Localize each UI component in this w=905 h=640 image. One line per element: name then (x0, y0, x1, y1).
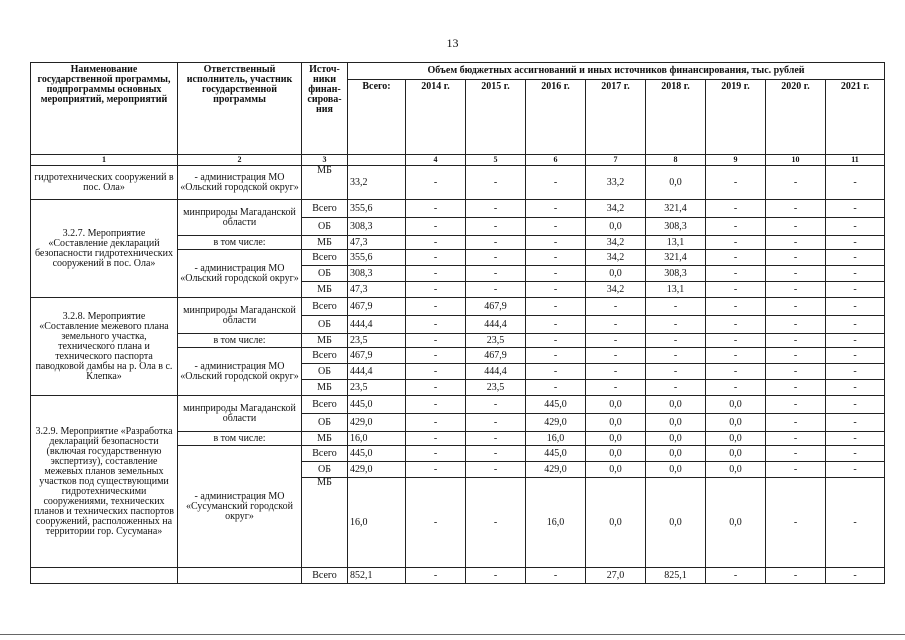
header-year-2021: 2021 г. (826, 80, 885, 155)
value-2017: 27,0 (586, 568, 646, 584)
funding-source: Всего (302, 568, 348, 584)
value-2016: - (526, 166, 586, 200)
value-total: 467,9 (348, 298, 406, 316)
column-number: 10 (766, 155, 826, 166)
value-2016: 429,0 (526, 462, 586, 478)
value-2014: - (406, 316, 466, 334)
value-2020: - (766, 200, 826, 218)
value-2021: - (826, 236, 885, 250)
value-2015: - (466, 200, 526, 218)
value-2020: - (766, 166, 826, 200)
value-total: 47,3 (348, 236, 406, 250)
funding-source: МБ (302, 166, 348, 200)
column-number: 7 (586, 155, 646, 166)
column-number: 1 (31, 155, 178, 166)
value-2016: - (526, 348, 586, 364)
value-2021: - (826, 298, 885, 316)
value-2018: - (646, 298, 706, 316)
value-total: 429,0 (348, 462, 406, 478)
funding-source: Всего (302, 348, 348, 364)
funding-table (30, 62, 885, 584)
page-edge-rule (0, 634, 905, 635)
executor: минприроды Магаданской области (178, 396, 302, 432)
value-total: 16,0 (348, 432, 406, 446)
value-2020: - (766, 348, 826, 364)
value-2019: 0,0 (706, 414, 766, 432)
value-2016: - (526, 282, 586, 298)
value-2015: - (466, 236, 526, 250)
column-number: 9 (706, 155, 766, 166)
funding-source: МБ (302, 478, 348, 568)
value-2021: - (826, 380, 885, 396)
in-that-label: в том числе: (178, 334, 302, 348)
value-2019: - (706, 266, 766, 282)
value-total: 444,4 (348, 316, 406, 334)
header-year-2016: 2016 г. (526, 80, 586, 155)
value-2014: - (406, 298, 466, 316)
value-2016: - (526, 266, 586, 282)
value-2018: 308,3 (646, 266, 706, 282)
value-2019: 0,0 (706, 478, 766, 568)
value-2020: - (766, 218, 826, 236)
value-2018: 0,0 (646, 166, 706, 200)
value-2020: - (766, 298, 826, 316)
value-2017: 34,2 (586, 200, 646, 218)
value-total: 445,0 (348, 396, 406, 414)
value-2014: - (406, 200, 466, 218)
executor: - администрация МО «Ольский городской округ» (178, 250, 302, 298)
value-2021: - (826, 446, 885, 462)
value-2017: - (586, 334, 646, 348)
value-2021: - (826, 218, 885, 236)
header-source: Источ-ники финан-сирова-ния (302, 63, 348, 155)
value-2021: - (826, 166, 885, 200)
value-2015: - (466, 446, 526, 462)
value-2019: - (706, 364, 766, 380)
value-2016: - (526, 236, 586, 250)
funding-source: МБ (302, 380, 348, 396)
value-2017: 33,2 (586, 166, 646, 200)
value-2019: 0,0 (706, 396, 766, 414)
executor: - администрация МО «Сусуманский городской округ» (178, 446, 302, 568)
value-2014: - (406, 250, 466, 266)
value-2017: 0,0 (586, 478, 646, 568)
funding-source: ОБ (302, 218, 348, 236)
page-number: 13 (446, 36, 459, 50)
value-2016: 445,0 (526, 446, 586, 462)
value-2017: - (586, 316, 646, 334)
value-2020: - (766, 568, 826, 584)
value-2019: - (706, 282, 766, 298)
value-2017: 0,0 (586, 462, 646, 478)
value-total: 445,0 (348, 446, 406, 462)
value-2019: - (706, 334, 766, 348)
funding-source: ОБ (302, 364, 348, 380)
value-2019: - (706, 298, 766, 316)
header-year-2015: 2015 г. (466, 80, 526, 155)
value-2017: 34,2 (586, 250, 646, 266)
value-2019: - (706, 250, 766, 266)
executor (178, 568, 302, 584)
in-that-label: в том числе: (178, 236, 302, 250)
executor: минприроды Магаданской области (178, 200, 302, 236)
value-2017: 0,0 (586, 266, 646, 282)
funding-source: ОБ (302, 414, 348, 432)
value-2016: - (526, 364, 586, 380)
column-numbers-row (31, 155, 885, 166)
value-2016: - (526, 200, 586, 218)
value-2020: - (766, 380, 826, 396)
value-2016: 445,0 (526, 396, 586, 414)
value-2020: - (766, 266, 826, 282)
value-2021: - (826, 462, 885, 478)
value-2014: - (406, 334, 466, 348)
header-year-2018: 2018 г. (646, 80, 706, 155)
funding-source: МБ (302, 282, 348, 298)
in-that-label: в том числе: (178, 432, 302, 446)
funding-source: Всего (302, 200, 348, 218)
value-2017: 0,0 (586, 432, 646, 446)
value-2018: 13,1 (646, 236, 706, 250)
value-2014: - (406, 414, 466, 432)
column-number: 6 (526, 155, 586, 166)
value-2018: 0,0 (646, 462, 706, 478)
value-2014: - (406, 364, 466, 380)
value-2019: 0,0 (706, 446, 766, 462)
value-2019: - (706, 380, 766, 396)
funding-source: МБ (302, 334, 348, 348)
funding-source: Всего (302, 396, 348, 414)
value-2016: 16,0 (526, 432, 586, 446)
value-2015: - (466, 250, 526, 266)
measure-name: 3.2.9. Мероприятие «Разработка деклараций безопасности (включая государственную экспертизу), составление межевых планов земельных участков под существующими гидротехническими сооружениями, технических планов и технических паспортов сооружений, расположенных на территории гор. Сусумана» (31, 396, 178, 568)
value-2021: - (826, 432, 885, 446)
funding-source: ОБ (302, 462, 348, 478)
value-2018: 308,3 (646, 218, 706, 236)
value-total: 467,9 (348, 348, 406, 364)
value-2014: - (406, 166, 466, 200)
measure-name: 3.2.7. Мероприятие «Составление деклараций безопасности гидротехнических сооружений в пос. Ола» (31, 200, 178, 298)
value-2018: 13,1 (646, 282, 706, 298)
value-2014: - (406, 396, 466, 414)
value-total: 23,5 (348, 380, 406, 396)
value-2021: - (826, 334, 885, 348)
value-2014: - (406, 432, 466, 446)
value-2019: - (706, 200, 766, 218)
header-year-2014: 2014 г. (406, 80, 466, 155)
value-2017: 0,0 (586, 396, 646, 414)
value-2020: - (766, 250, 826, 266)
measure-name (31, 568, 178, 584)
value-2016: - (526, 250, 586, 266)
measure-name: гидротехнических сооружений в пос. Ола» (31, 166, 178, 200)
value-2016: - (526, 568, 586, 584)
value-2015: - (466, 396, 526, 414)
value-2016: 429,0 (526, 414, 586, 432)
value-2017: - (586, 298, 646, 316)
funding-source: МБ (302, 236, 348, 250)
value-2015: 467,9 (466, 348, 526, 364)
value-2019: 0,0 (706, 462, 766, 478)
column-number: 5 (466, 155, 526, 166)
value-total: 852,1 (348, 568, 406, 584)
header-funding: Объем бюджетных ассигнований и иных источников финансирования, тыс. рублей (348, 63, 885, 80)
value-2015: 23,5 (466, 380, 526, 396)
value-2015: - (466, 282, 526, 298)
value-2021: - (826, 478, 885, 568)
value-2019: - (706, 236, 766, 250)
value-2021: - (826, 200, 885, 218)
value-2018: 321,4 (646, 200, 706, 218)
value-2014: - (406, 282, 466, 298)
value-2018: - (646, 380, 706, 396)
value-total: 355,6 (348, 200, 406, 218)
value-2020: - (766, 446, 826, 462)
table-row (31, 166, 885, 200)
header-year-total: Всего: (348, 80, 406, 155)
value-2019: 0,0 (706, 432, 766, 446)
value-2015: - (466, 166, 526, 200)
value-2018: 0,0 (646, 478, 706, 568)
value-2020: - (766, 414, 826, 432)
column-number: 2 (178, 155, 302, 166)
value-2015: - (466, 432, 526, 446)
executor: минприроды Магаданской области (178, 298, 302, 334)
value-2017: - (586, 348, 646, 364)
table-row (31, 396, 885, 414)
funding-source: Всего (302, 298, 348, 316)
value-2014: - (406, 568, 466, 584)
column-number: 3 (302, 155, 348, 166)
value-2015: - (466, 218, 526, 236)
table-row (31, 568, 885, 584)
value-2017: 34,2 (586, 236, 646, 250)
value-2021: - (826, 414, 885, 432)
value-2020: - (766, 364, 826, 380)
value-2016: - (526, 334, 586, 348)
value-2020: - (766, 316, 826, 334)
value-2016: - (526, 298, 586, 316)
value-2015: 444,4 (466, 316, 526, 334)
header-executor: Ответственный исполнитель, участник государственной программы (178, 63, 302, 155)
value-2016: - (526, 218, 586, 236)
value-2018: - (646, 334, 706, 348)
value-2015: - (466, 414, 526, 432)
value-2015: 444,4 (466, 364, 526, 380)
funding-source: Всего (302, 250, 348, 266)
value-2019: - (706, 348, 766, 364)
value-2017: 0,0 (586, 414, 646, 432)
value-2017: 0,0 (586, 446, 646, 462)
value-2014: - (406, 218, 466, 236)
funding-source: МБ (302, 432, 348, 446)
value-2020: - (766, 334, 826, 348)
value-2015: 467,9 (466, 298, 526, 316)
value-total: 308,3 (348, 218, 406, 236)
funding-source: ОБ (302, 316, 348, 334)
value-2021: - (826, 568, 885, 584)
value-2020: - (766, 478, 826, 568)
value-2014: - (406, 446, 466, 462)
value-2018: 825,1 (646, 568, 706, 584)
value-2021: - (826, 266, 885, 282)
table-row (31, 298, 885, 316)
value-2018: - (646, 316, 706, 334)
value-2017: 34,2 (586, 282, 646, 298)
value-2014: - (406, 348, 466, 364)
header-year-2020: 2020 г. (766, 80, 826, 155)
value-2020: - (766, 432, 826, 446)
value-2021: - (826, 282, 885, 298)
value-2019: - (706, 316, 766, 334)
value-2015: - (466, 478, 526, 568)
measure-name: 3.2.8. Мероприятие «Составление межевого плана земельного участка, технического плана и технического паспорта паводковой дамбы на р. Ола в с. Клепка» (31, 298, 178, 396)
value-total: 429,0 (348, 414, 406, 432)
value-2017: 0,0 (586, 218, 646, 236)
value-2017: - (586, 380, 646, 396)
column-number (348, 155, 406, 166)
value-2021: - (826, 348, 885, 364)
value-2019: - (706, 218, 766, 236)
column-number: 8 (646, 155, 706, 166)
funding-source: ОБ (302, 266, 348, 282)
value-2020: - (766, 462, 826, 478)
value-2020: - (766, 396, 826, 414)
header-year-2017: 2017 г. (586, 80, 646, 155)
value-total: 33,2 (348, 166, 406, 200)
column-number: 11 (826, 155, 885, 166)
value-2016: - (526, 316, 586, 334)
value-total: 47,3 (348, 282, 406, 298)
value-2021: - (826, 364, 885, 380)
table-row (31, 200, 885, 218)
value-2020: - (766, 236, 826, 250)
value-total: 308,3 (348, 266, 406, 282)
funding-source: Всего (302, 446, 348, 462)
value-2018: 0,0 (646, 432, 706, 446)
value-2021: - (826, 250, 885, 266)
value-2015: 23,5 (466, 334, 526, 348)
value-2018: 321,4 (646, 250, 706, 266)
header-name: Наименование государственной программы, подпрограммы основных мероприятий, мероприятий (31, 63, 178, 155)
value-2016: 16,0 (526, 478, 586, 568)
value-2014: - (406, 478, 466, 568)
value-2020: - (766, 282, 826, 298)
value-2014: - (406, 236, 466, 250)
value-2015: - (466, 462, 526, 478)
value-2018: 0,0 (646, 446, 706, 462)
value-2015: - (466, 568, 526, 584)
executor: - администрация МО «Ольский городской округ» (178, 166, 302, 200)
value-total: 355,6 (348, 250, 406, 266)
value-2016: - (526, 380, 586, 396)
value-2021: - (826, 316, 885, 334)
value-2018: 0,0 (646, 414, 706, 432)
value-total: 444,4 (348, 364, 406, 380)
column-number: 4 (406, 155, 466, 166)
value-2018: - (646, 348, 706, 364)
value-total: 23,5 (348, 334, 406, 348)
header-year-2019: 2019 г. (706, 80, 766, 155)
value-total: 16,0 (348, 478, 406, 568)
value-2015: - (466, 266, 526, 282)
value-2021: - (826, 396, 885, 414)
value-2018: 0,0 (646, 396, 706, 414)
value-2014: - (406, 380, 466, 396)
executor: - администрация МО «Ольский городской округ» (178, 348, 302, 396)
value-2019: - (706, 568, 766, 584)
value-2017: - (586, 364, 646, 380)
value-2014: - (406, 266, 466, 282)
value-2019: - (706, 166, 766, 200)
value-2018: - (646, 364, 706, 380)
value-2014: - (406, 462, 466, 478)
